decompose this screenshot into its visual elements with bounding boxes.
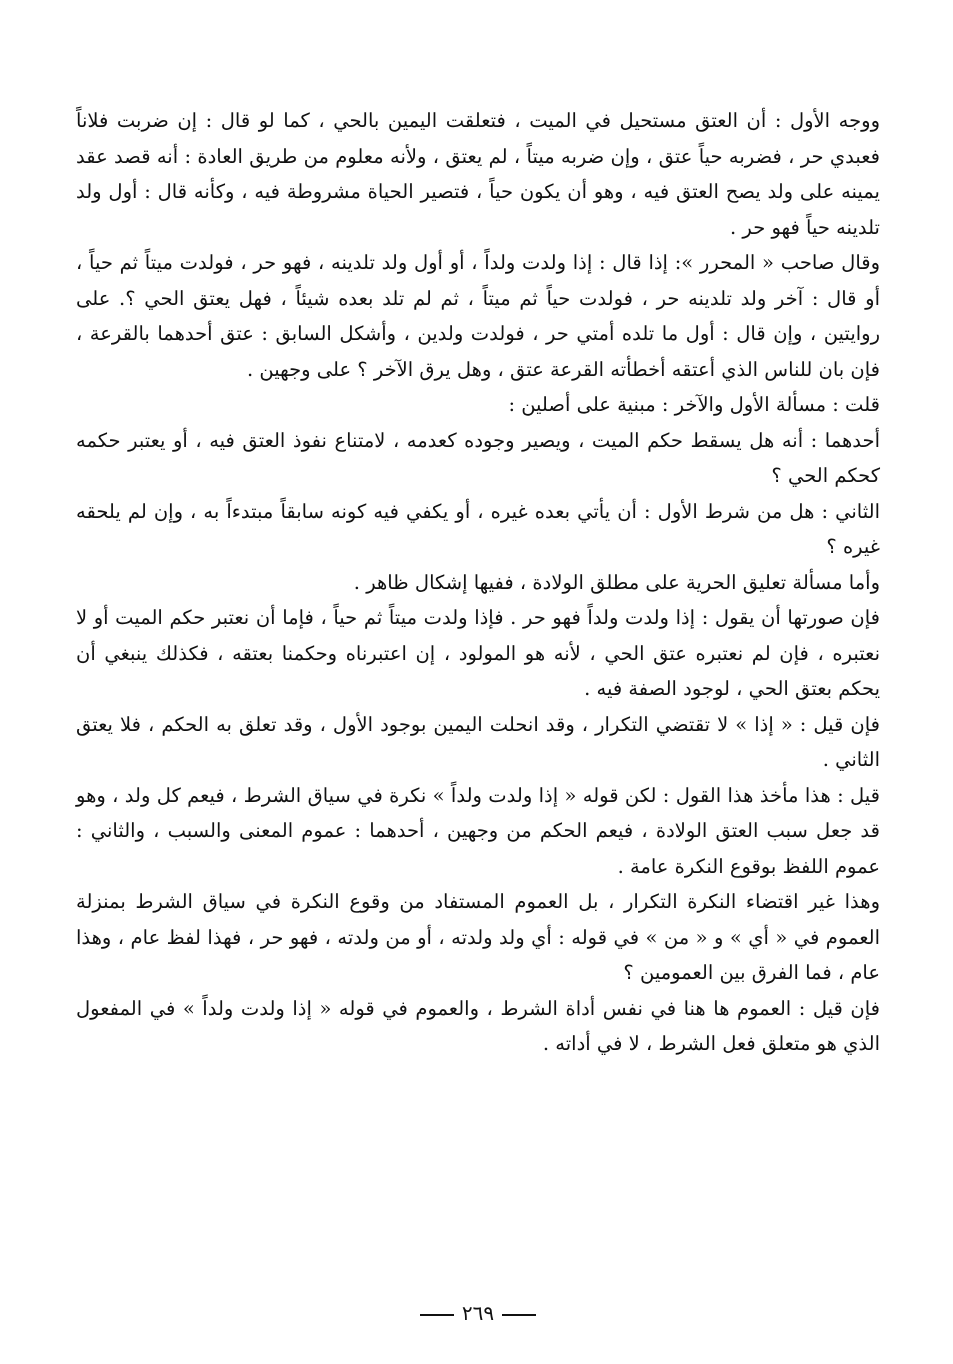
paragraph-5: الثاني : هل من شرط الأول : أن يأتي بعده غيره ، أو يكفي فيه كونه سابقاً مبتدءاً به ، وإن لم يلحقه غيره ؟ [76,499,880,558]
paragraph-1: ووجه الأول : أن العتق مستحيل في الميت ، فتعلقت اليمين بالحي ، كما لو قال : إن ضربت فلاناً فعبدي حر ، فضربه حياً عتق ، وإن ضربه ميتاً ، لم يعتق ، ولأنه معلوم من طريق العادة : أنه قصد عقد يمينه على ولد يصح العتق فيه ، وهو أن يكون حياً ، فتصير الحياة مشروطة فيه ، وكأنه قال : أول ولد تلدينه حياً فهو حر . [76,109,880,239]
paragraph-2: وقال صاحب « المحرر »: إذا قال : إذا ولدت ولداً ، أو أول ولد تلدينه ، فهو حر ، فولدت ميتاً ثم حياً ، أو قال : آخر ولد تلدينه حر ، فولدت حياً ثم ميتاً ، ثم لم تلد بعده شيئاً ، فهل يعتق الحي ؟. على روايتين ، وإن قال : أول ما تلده أمتي حر ، فولدت ولدين ، وأشكل السابق : عتق أحدهما بالقرعة ، فإن بان للناس الذي أعتقه أخطأته القرعة عتق ، وهل يرق الآخر ؟ على وجهين . [76,251,880,381]
paragraph-4: أحدهما : أنه هل يسقط حكم الميت ، ويصير وجوده كعدمه ، لامتناع نفوذ العتق فيه ، أو يعتبر حكمه كحكم الحي ؟ [76,428,880,487]
page-number [76,1298,880,1328]
book-page [76,103,880,1343]
paragraph-9: قيل : هذا مأخذ هذا القول : لكن قوله « إذا ولدت ولداً » نكرة في سياق الشرط ، فيعم كل ولد ، وهو قد جعل سبب العتق الولادة ، فيعم الحكم من وجهين ، أحدهما : عموم المعنى والسبب ، والثاني : عموم اللفظ بوقوع النكرة عامة . [76,783,880,878]
page-number-text: ٢٦٩ [461,1301,495,1325]
paragraph-3: قلت : مسألة الأول والآخر : مبنية على أصلين : [508,393,880,416]
paragraph-8: فإن قيل : « إذا » لا تقتضي التكرار ، وقد انحلت اليمين بوجود الأول ، وقد تعلق به الحكم ، فلا يعتق الثاني . [76,712,880,771]
page-number-dash-right [502,1314,536,1316]
paragraph-7: فإن صورتها أن يقول : إذا ولدت ولداً فهو حر . فإذا ولدت ميتاً ثم حياً ، فإما أن نعتبر حكم الميت أو لا نعتبره ، فإن لم نعتبره عتق الحي ، لأنه هو المولود ، إن اعتبرناه وحكمنا بعتقه ، فكذلك ينبغي أن يحكم بعتق الحي ، لوجود الصفة فيه . [76,606,880,700]
paragraph-10: وهذا غير اقتضاء النكرة التكرار ، بل العموم المستفاد من وقوع النكرة في سياق الشرط بمنزلة العموم في « أي » و « من » في قوله : أي ولد ولدته ، أو من ولدته ، فهو حر ، فهذا لفظ عام ، وهذا عام ، فما الفرق بين العمومين ؟ [76,890,880,984]
paragraph-6: وأما مسألة تعليق الحرية على مطلق الولادة ، ففيها إشكال ظاهر . [353,570,880,594]
paragraph-11: فإن قيل : العموم ها هنا في نفس أداة الشرط ، والعموم في قوله « إذا ولدت ولداً » في المفعول الذي هو متعلق فعل الشرط ، لا في أداته . [76,996,881,1055]
page-number-dash-left [420,1314,454,1316]
